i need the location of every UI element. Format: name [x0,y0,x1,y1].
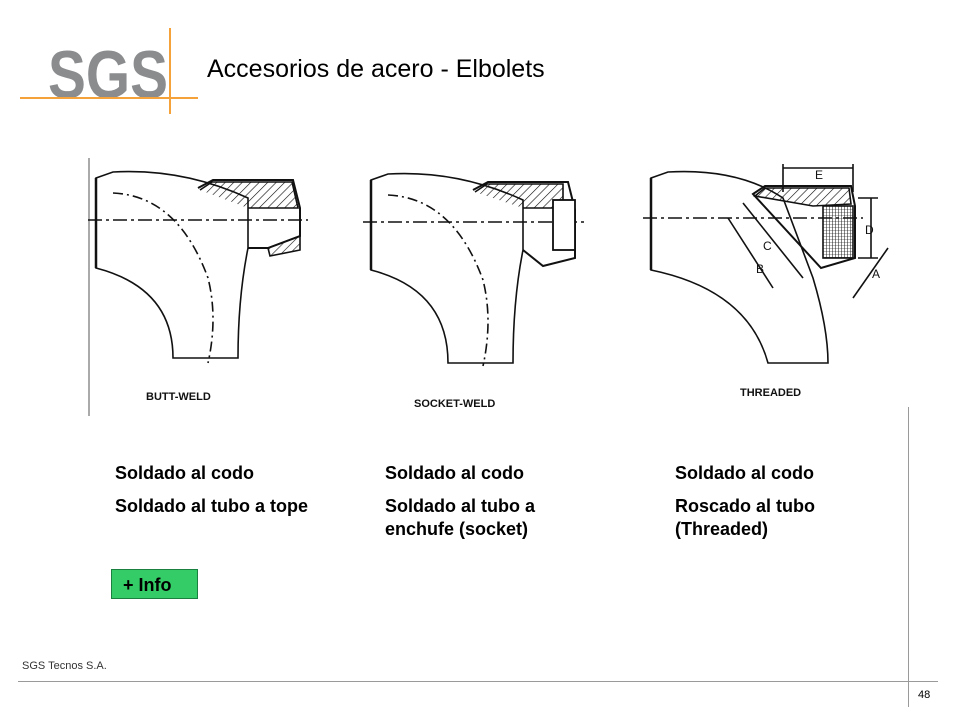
caption-socket-weld: SOCKET-WELD [414,398,496,410]
butt-weld-elbow [88,172,308,363]
dim-a-label: A [872,267,881,281]
description-socket-weld [385,462,605,541]
desc-line1: Soldado al codo [115,463,255,483]
vertical-divider [908,407,909,707]
desc-line2: Soldado al tubo a enchufe (socket) [385,496,536,539]
dim-e-label: E [815,168,824,182]
desc-line1: Soldado al codo [385,463,525,483]
socket-weld-elbow [363,174,588,366]
dim-d-label: D [865,223,874,237]
description-butt-weld [115,462,325,518]
page-title: Accesorios de acero - Elbolets [207,55,545,83]
elbolet-diagram [88,158,918,420]
desc-line2: Roscado al tubo (Threaded) [675,496,816,539]
page-number: 48 [918,689,931,701]
sgs-logo [20,26,200,116]
dim-b-label: B [756,262,765,276]
footer-company: SGS Tecnos S.A. [22,660,107,672]
desc-line1: Soldado al codo [675,463,815,483]
more-info-button[interactable]: + Info [111,569,198,599]
caption-threaded: THREADED [740,387,802,399]
desc-line2: Soldado al tubo a tope [115,496,308,516]
logo-text: SGS [48,37,168,113]
dim-c-label: C [763,239,772,253]
footer-divider [18,681,938,682]
description-threaded [675,462,885,541]
caption-butt-weld: BUTT-WELD [146,391,211,403]
threaded-elbow [643,164,888,363]
